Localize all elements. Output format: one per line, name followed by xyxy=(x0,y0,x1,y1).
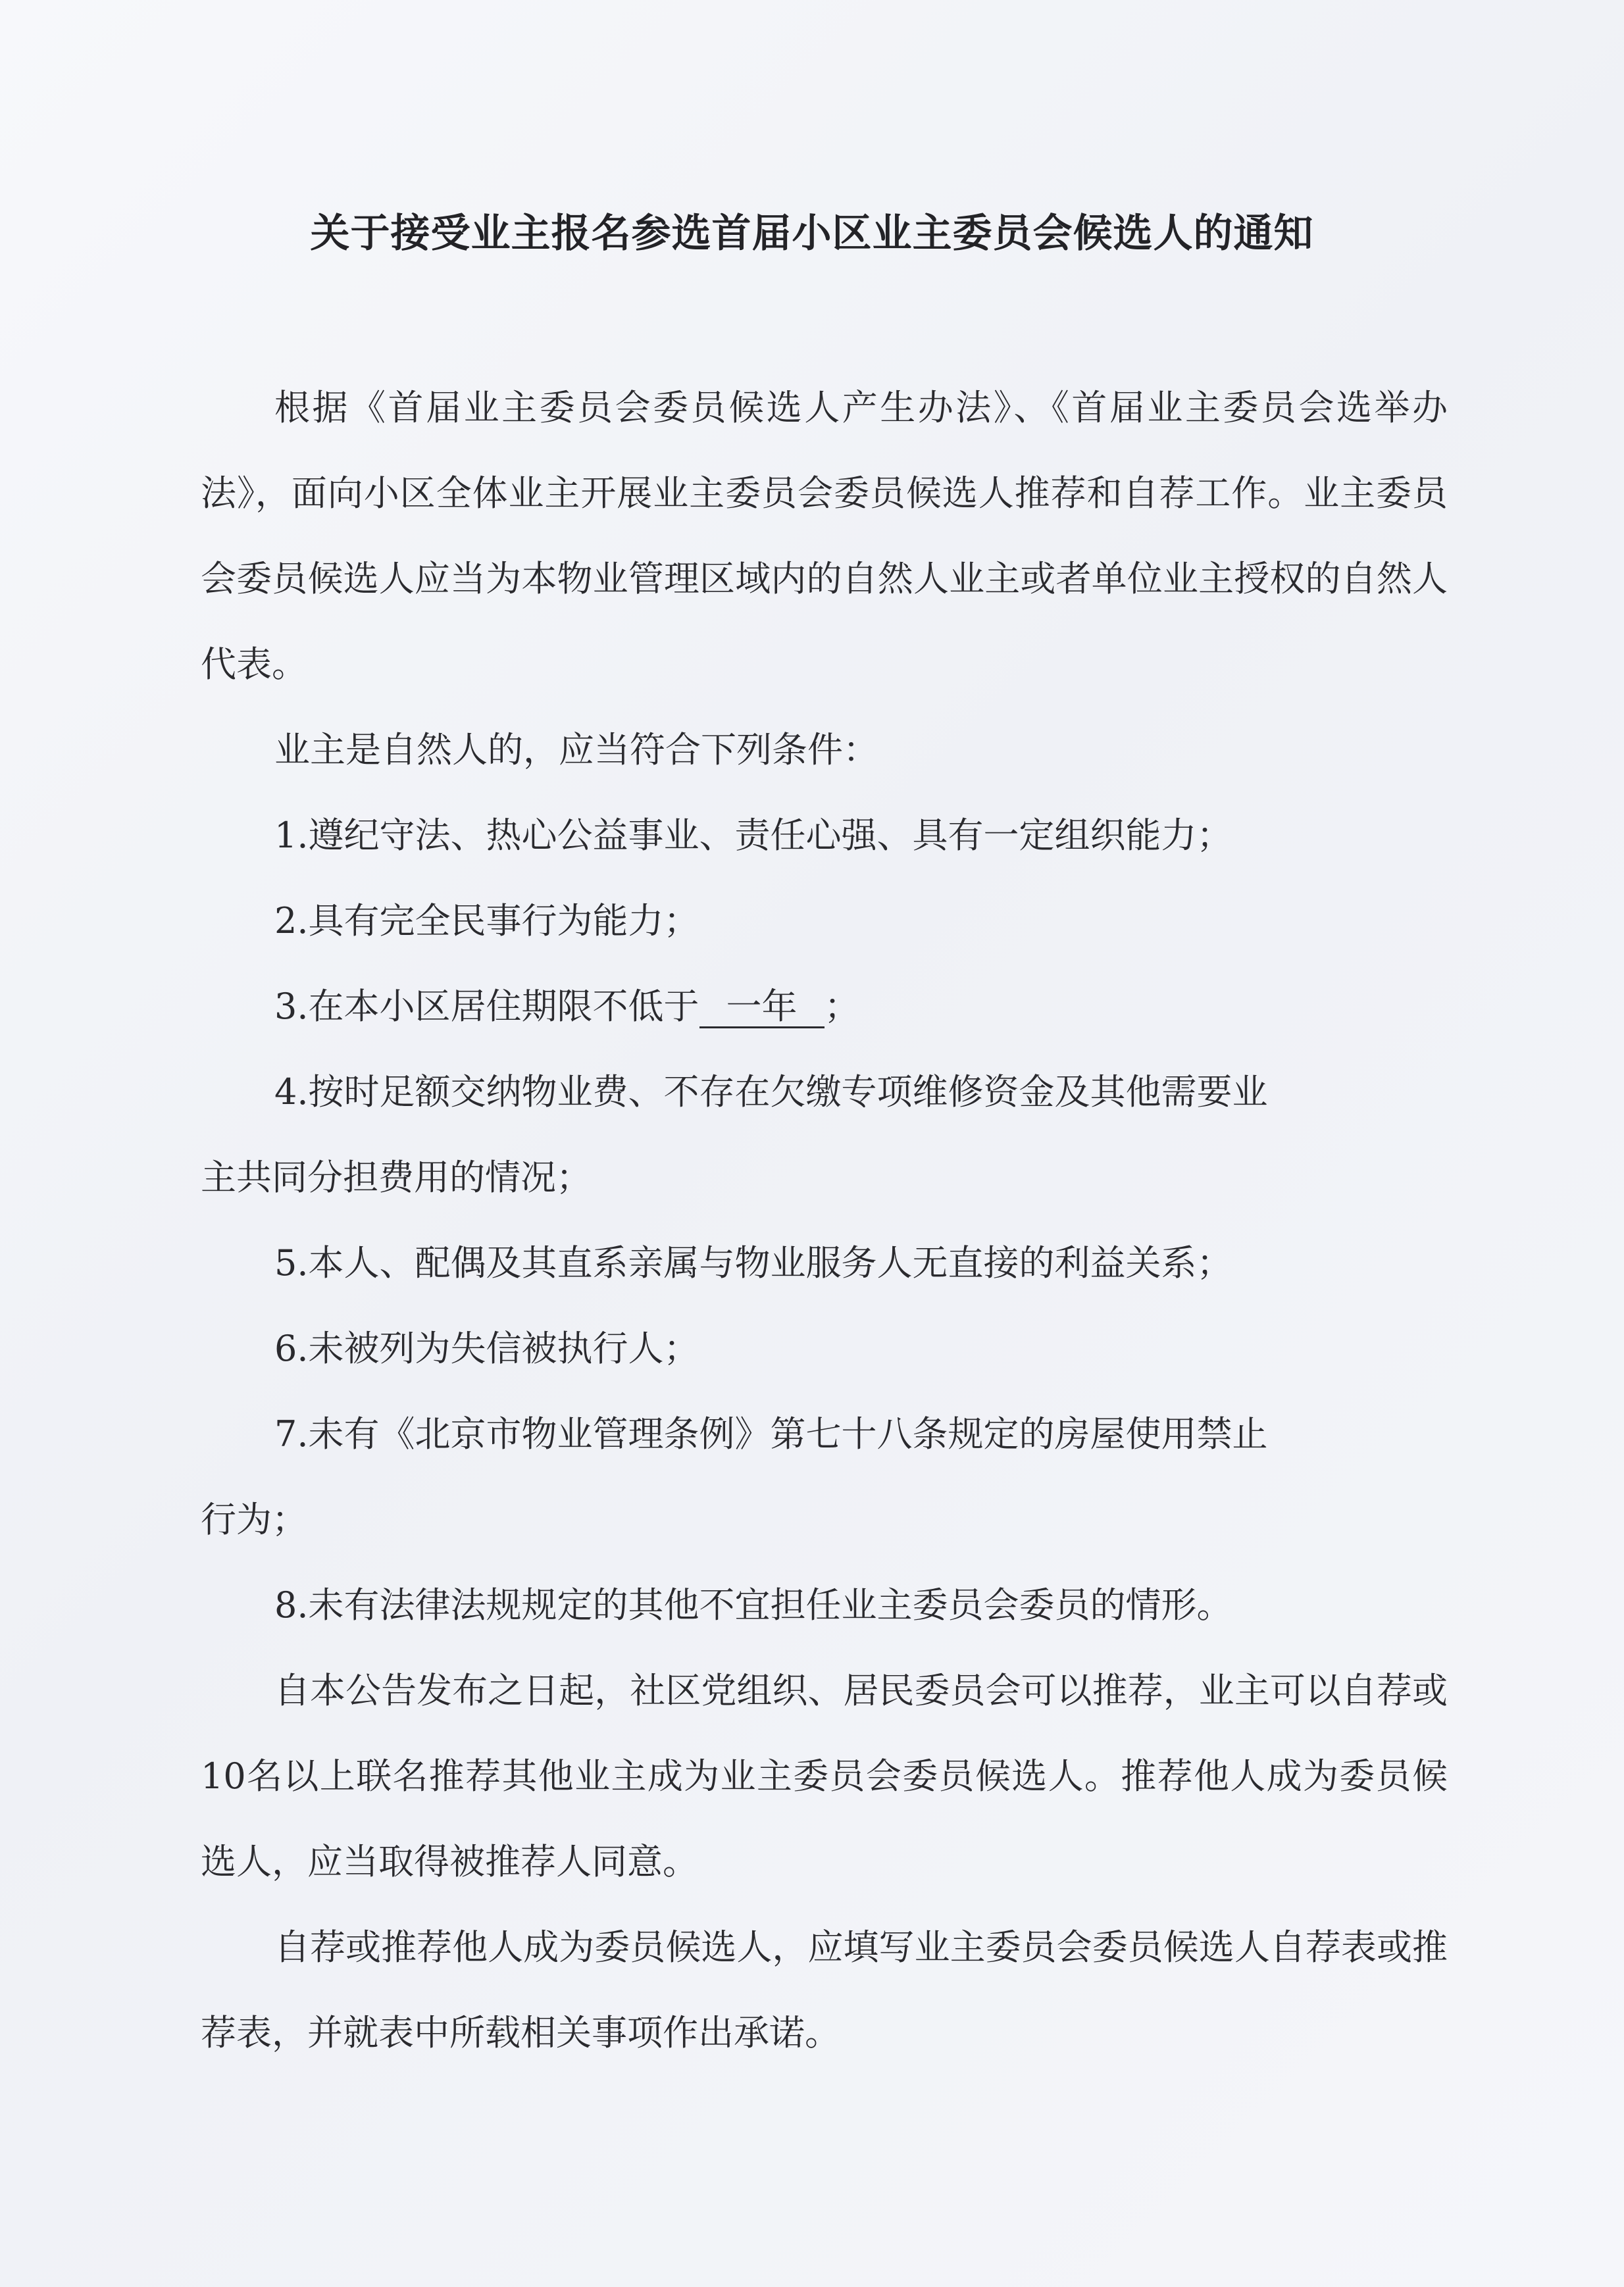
condition-item-3 xyxy=(201,964,1448,1049)
notice-title: 关于接受业主报名参选首届小区业主委员会候选人的通知 xyxy=(310,211,1314,257)
notice-body xyxy=(201,365,1448,2076)
condition-item-7: 7.未有《北京市物业管理条例》第七十八条规定的房屋使用禁止行为； xyxy=(201,1413,1268,1540)
conditions-intro: 业主是自然人的，应当符合下列条件： xyxy=(274,729,878,770)
condition-item-1: 1.遵纪守法、热心公益事业、责任心强、具有一定组织能力； xyxy=(274,815,1232,856)
condition-item-8: 8.未有法律法规规定的其他不宜担任业主委员会委员的情形。 xyxy=(274,1584,1232,1626)
condition-item-3-prefix: 3.在本小区居住期限不低于 xyxy=(274,986,699,1027)
condition-item-5: 5.本人、配偶及其直系亲属与物业服务人无直接的利益关系； xyxy=(274,1242,1232,1284)
intro-paragraph: 根据《首届业主委员会委员候选人产生办法》、《首届业主委员会选举办法》，面向小区全体业主开展业主委员会委员候选人推荐和自荐工作。业主委员会委员候选人应当为本物业管理区域内的自然人业主或者单位业主授权的自然人代表。 xyxy=(201,387,1448,685)
condition-item-2: 2.具有完全民事行为能力； xyxy=(274,900,699,942)
recommendation-paragraph: 自本公告发布之日起，社区党组织、居民委员会可以推荐，业主可以自荐或10名以上联名推荐其他业主成为业主委员会委员候选人。推荐他人成为委员候选人，应当取得被推荐人同意。 xyxy=(201,1670,1448,1882)
self-recommendation-paragraph: 自荐或推荐他人成为委员候选人，应填写业主委员会委员候选人自荐表或推荐表，并就表中所载相关事项作出承诺。 xyxy=(201,1926,1448,2053)
condition-item-3-suffix: ； xyxy=(824,986,860,1027)
condition-item-4: 4.按时足额交纳物业费、不存在欠缴专项维修资金及其他需要业主共同分担费用的情况； xyxy=(201,1071,1268,1198)
residence-period-blank: 一年 xyxy=(699,987,825,1028)
condition-item-6: 6.未被列为失信被执行人； xyxy=(274,1328,699,1369)
